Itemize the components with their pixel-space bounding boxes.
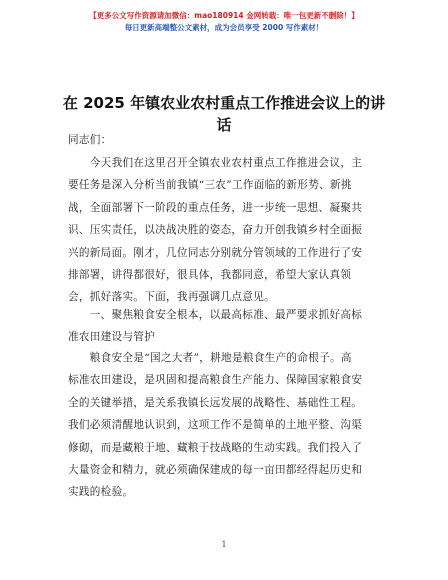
page-number: 1 <box>221 540 227 549</box>
promo-line-2: 每日更新高端整公文素材，成为会员享受 2000 写作素材！ <box>124 23 324 32</box>
paragraph-food-security <box>68 347 388 504</box>
promo-line-1: 【更多公文写作资源请加微信：mao180914 金网转载：唯一包更新不删除！】 <box>89 11 359 20</box>
text-line: 粮食安全是“国之大者”，耕地是粮食生产的命根子。高 <box>68 352 352 364</box>
title-line-1: 在 2025 年镇农业农村重点工作推进会议上的讲 <box>62 94 386 112</box>
text-line: 我们必须清醒地认识到，这项工作不是简单的土地平整、沟渠 <box>68 419 363 432</box>
text-line: 今天我们在这里召开全镇农业农村重点工作推进会议，主 <box>68 157 363 169</box>
text-line: 一、聚焦粮食安全根本，以最高标准、最严要求抓好高标 <box>68 309 363 321</box>
text-line: 排部署，讲得都很好，很具体，我都同意，希望大家认真领 <box>68 269 352 282</box>
text-line: 准农田建设与管护 <box>68 331 156 344</box>
text-line: 兴的新局面。刚才，几位同志分别就分管领域的工作进行了安 <box>68 246 363 259</box>
text-line: 识、压实责任，以决战决胜的姿态，奋力开创我镇乡村全面振 <box>68 224 363 237</box>
text-line: 全的关键举措，是关系我镇长远发展的战略性、基础性工程。 <box>68 396 363 409</box>
paragraph-intro <box>68 152 388 309</box>
text-line: 修砌，而是藏粮于地、藏粮于技战略的生动实践。我们投入了 <box>68 441 363 454</box>
text-line: 实践的检验。 <box>68 486 134 499</box>
text-line: 会，抓好落实。下面，我再强调几点意见。 <box>68 291 275 304</box>
promo-banner <box>0 10 448 34</box>
text-line: 大量资金和精力，就必须确保建成的每一亩田都经得起历史和 <box>68 464 363 477</box>
greeting: 同志们： <box>68 134 112 146</box>
section-heading-1 <box>68 304 388 349</box>
title-line-2: 话 <box>216 116 232 134</box>
text-line: 要任务是深入分析当前我镇“三农”工作面临的新形势、新挑 <box>68 179 352 192</box>
text-line: 标准农田建设，是巩固和提高粮食生产能力、保障国家粮食安 <box>68 374 363 387</box>
text-line: 战，全面部署下一阶段的重点任务，进一步统一思想、凝聚共 <box>68 201 363 214</box>
